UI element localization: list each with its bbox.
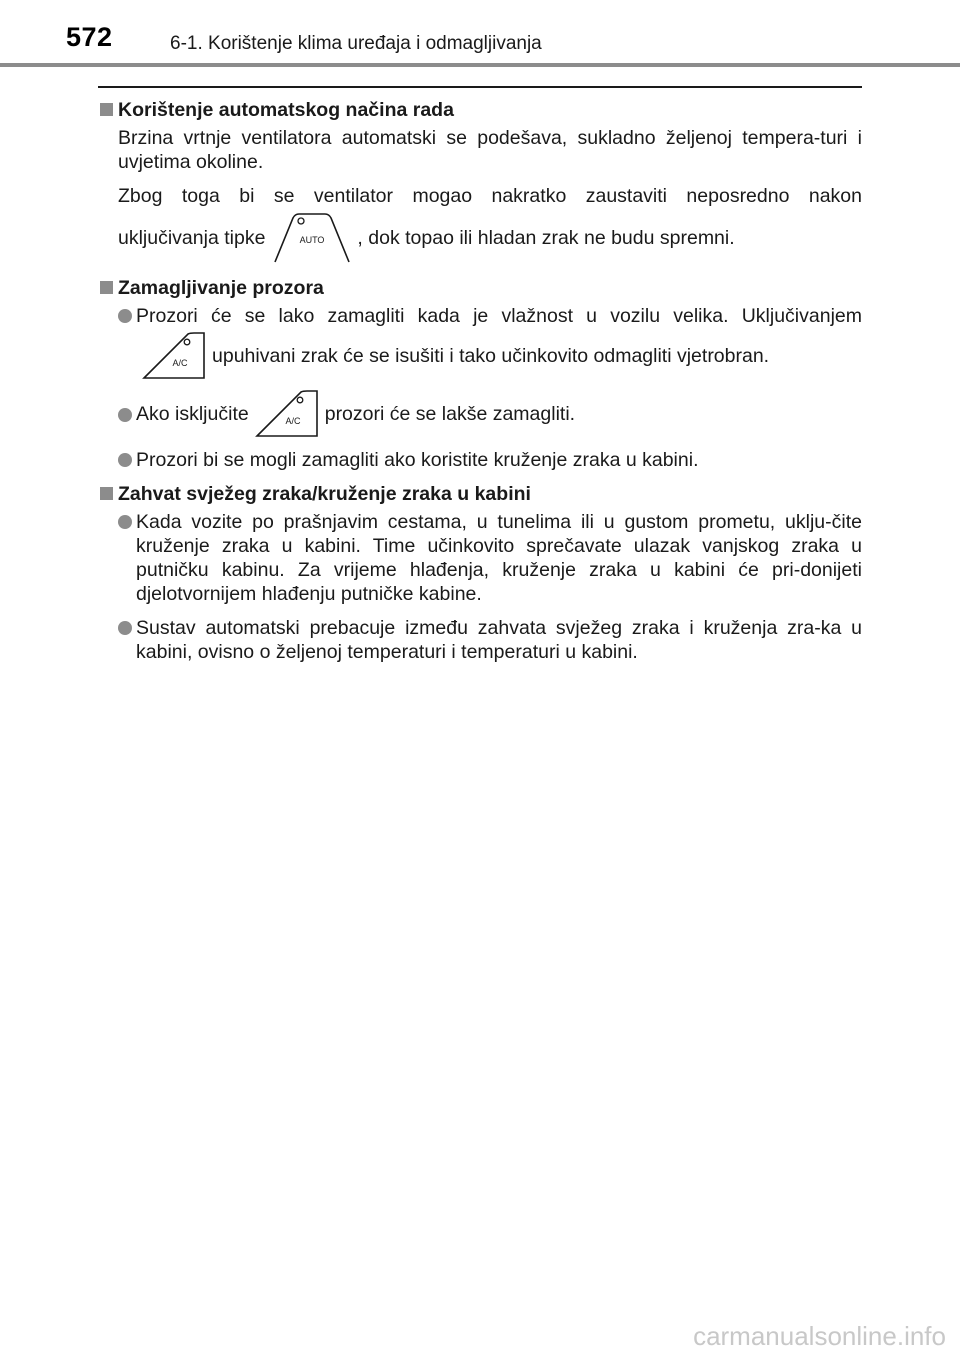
auto-button-label: AUTO xyxy=(300,235,325,245)
ac-button-label: A/C xyxy=(172,358,188,368)
ac-button-icon xyxy=(255,390,319,438)
square-marker-icon xyxy=(100,487,113,500)
section-title-air: Zahvat svježeg zraka/kruženje zraka u kabini xyxy=(98,482,862,506)
auto-paragraph-2 xyxy=(98,184,862,264)
ac-button-icon xyxy=(142,332,206,380)
page-number: 572 xyxy=(66,22,113,52)
bullet-dot-icon xyxy=(118,515,132,529)
fog-bullet-1: Prozori će se lako zamagliti kada je vlažnost u vozilu velika. Uključivanjem A/C upuhivani zrak će se isušiti i tako učinkovito odmagliti vjetrobran. xyxy=(98,304,862,380)
chapter-title: 6-1. Korištenje klima uređaja i odmagljivanja xyxy=(170,33,542,54)
ac-button-label: A/C xyxy=(285,416,301,426)
page-header xyxy=(0,0,960,66)
square-marker-icon xyxy=(100,281,113,294)
bullet-dot-icon xyxy=(118,309,132,323)
section-title-fog: Zamagljivanje prozora xyxy=(98,276,862,300)
auto-paragraph-1: Brzina vrtnje ventilatora automatski se podešava, sukladno željenoj tempera-turi i uvjetima okoline. xyxy=(118,127,862,173)
bullet-dot-icon xyxy=(118,453,132,467)
header-rule xyxy=(0,63,960,67)
fog-bullet-2: Ako isključite A/C prozori će se lakše zamagliti. xyxy=(98,390,862,438)
air-bullet-1: Kada vozite po prašnjavim cestama, u tunelima ili u gustom prometu, uklju-čite kruženje zraka u kabini. Time učinkovito sprečavate ulazak vanjskog zraka u putničku kabinu. Za vrijeme hlađenja, kruženje zraka u kabini će pri-donijeti djelotvornijem hlađenju putničke kabine. xyxy=(98,510,862,606)
content-top-rule xyxy=(98,86,862,88)
section-title-auto: Korištenje automatskog načina rada xyxy=(98,98,862,122)
bullet-dot-icon xyxy=(118,621,132,635)
auto-paragraph-2-line1: Zbog toga bi se ventilator mogao nakratko zaustaviti neposredno nakon xyxy=(118,185,862,207)
square-marker-icon xyxy=(100,103,113,116)
fog-bullet-3: Prozori bi se mogli zamagliti ako koristite kruženje zraka u kabini. xyxy=(98,448,862,472)
auto-button-icon xyxy=(271,212,351,264)
bullet-dot-icon xyxy=(118,408,132,422)
auto-paragraph-2-line2: uključivanja tipke AUTO , dok topao ili hladan zrak ne budu spremni. xyxy=(118,212,862,264)
watermark: carmanualsonline.info xyxy=(693,1321,946,1351)
air-bullet-2: Sustav automatski prebacuje između zahvata svježeg zraka i kruženja zra-ka u kabini, ovisno o željenoj temperaturi i temperaturi u kabini. xyxy=(98,616,862,664)
page-content xyxy=(98,98,862,674)
